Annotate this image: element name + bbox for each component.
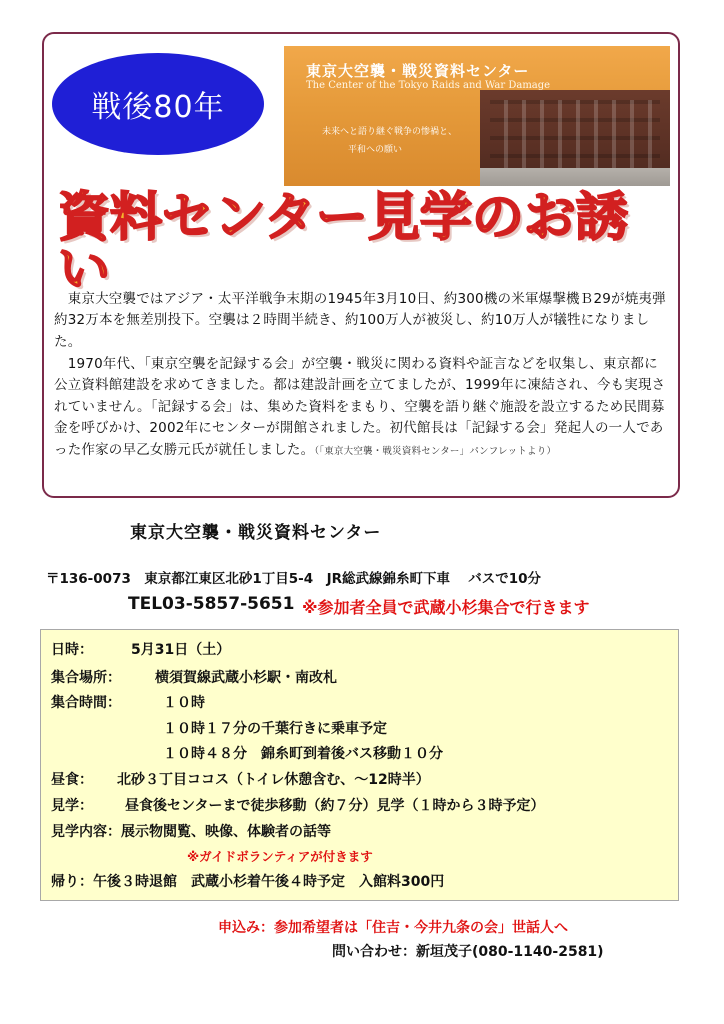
place-value: 横須賀線武蔵小杉駅・南改札	[155, 670, 337, 686]
date-label: 日時：	[51, 642, 93, 658]
time-row	[51, 692, 205, 712]
intro-paragraph-2	[54, 354, 670, 462]
intro-paragraph-2-text: 1970年代、「東京空襲を記録する会」が空襲・戦災に関わる資料や証言などを収集し、東京都に公立資料館建設を求めてきました。都は建設計画を立てましたが、1999年に凍結され、今も実現されていません。「記録する会」は、集めた資料をまもり、空襲を語り継ぐ施設を設立するため民間募金を呼びかけ、2002年にセンターが開館されました。初代館長は「記録する会」発起人の一人であった作家の早乙女勝元氏が就任しました。	[54, 356, 666, 458]
date-value: 5月31日（土）	[131, 642, 231, 658]
place-row	[51, 667, 337, 687]
lunch-row	[51, 769, 430, 789]
telephone: TEL03-5857-5651	[128, 594, 295, 614]
lunch-label: 昼食：	[51, 772, 93, 788]
return-row	[51, 871, 444, 891]
guide-note: ※ガイドボランティアが付きます	[187, 849, 373, 864]
time-line-2: １０時１７分の千葉行きに乗車予定	[163, 721, 387, 737]
photo-caption-2: 平和への願い	[348, 145, 403, 155]
content-label: 見学内容：	[51, 824, 121, 840]
postwar-badge	[52, 53, 264, 155]
date-row	[51, 639, 230, 659]
source-note: （「東京大空襲・戦災資料センター」パンフレットより）	[314, 445, 557, 457]
place-label: 集合場所：	[51, 670, 121, 686]
visit-value: 昼食後センターまで徒歩移動（約７分）見学（１時から３時予定）	[125, 798, 545, 814]
page-title: 資料センター見学のお誘い	[58, 188, 628, 300]
intro-paragraph-1: 東京大空襲ではアジア・太平洋戦争末期の1945年3月10日、約300機の米軍爆撃機Ｂ29が焼夷弾約32万本を無差別投下。空襲は２時間半続き、約100万人が被災し、約10万人が犠牲になりました。	[54, 291, 666, 350]
photo-title-jp: 東京大空襲・戦災資料センター	[306, 62, 530, 80]
event-details-box	[40, 629, 679, 901]
visit-row	[51, 795, 544, 815]
meeting-note: ※参加者全員で武蔵小杉集合で行きます	[302, 598, 590, 617]
content-row	[51, 821, 331, 841]
organization-name: 東京大空襲・戦災資料センター	[130, 523, 382, 543]
contact-info: 問い合わせ：新垣茂子(080-1140-2581)	[332, 944, 604, 960]
content-value: 展示物閲覧、映像、体験者の話等	[121, 824, 331, 840]
badge-text: 戦後80年	[91, 90, 225, 125]
time-value: １０時	[163, 695, 205, 711]
lunch-value: 北砂３丁目ココス（トイレ休憩含む、～12時半）	[117, 772, 430, 788]
photo-title-en: The Center of the Tokyo Raids and War Damage	[306, 80, 551, 91]
address-line: 〒136-0073 東京都江東区北砂1丁目5-4 JR総武線錦糸町下車 バスで10分	[46, 571, 542, 587]
center-photo	[284, 46, 670, 186]
visit-label: 見学：	[51, 798, 93, 814]
street-image	[480, 168, 670, 186]
time-label: 集合時間：	[51, 695, 121, 711]
return-value: 午後３時退館 武蔵小杉着午後４時予定 入館料300円	[93, 874, 445, 890]
time-line-3: １０時４８分 錦糸町到着後バス移動１０分	[163, 746, 443, 762]
application-note: 申込み：参加希望者は「住吉・今井九条の会」世話人へ	[218, 920, 568, 936]
photo-caption-1: 未来へと語り継ぐ戦争の惨禍と、	[322, 127, 458, 137]
return-label: 帰り：	[51, 874, 93, 890]
